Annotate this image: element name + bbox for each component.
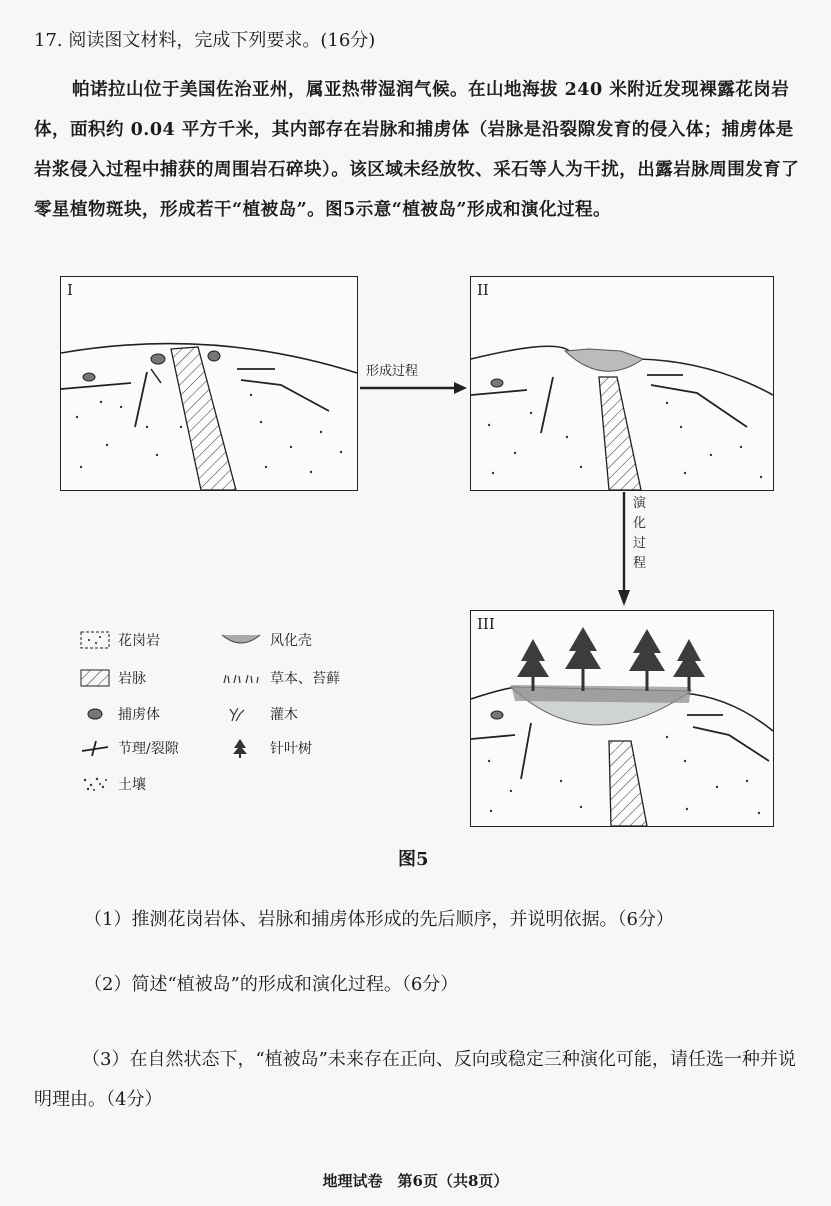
legend-granite bbox=[80, 630, 160, 650]
formation-arrow bbox=[356, 380, 468, 396]
diagram-panel-1 bbox=[60, 276, 358, 491]
legend-xenolith-label: 捕虏体 bbox=[118, 707, 160, 723]
evolution-arrow-label: 演化过程 bbox=[633, 496, 647, 571]
sub-question-2: （2）简述“植被岛”的形成和演化过程。（6分） bbox=[84, 974, 459, 995]
sub-question-1: （1）推测花岗岩体、岩脉和捕虏体形成的先后顺序，并说明依据。（6分） bbox=[84, 909, 674, 930]
legend-herb-label: 草本、苔藓 bbox=[270, 671, 340, 687]
figure-legend bbox=[80, 630, 380, 810]
diagram-panel-3 bbox=[470, 610, 774, 827]
panel-3-label: III bbox=[477, 615, 495, 633]
legend-soil-label: 土壤 bbox=[118, 777, 146, 793]
conifer-trees bbox=[517, 627, 705, 691]
figure-caption: 图5 bbox=[398, 849, 429, 870]
material-paragraph: 帕诺拉山位于美国佐治亚州，属亚热带湿润气候。在山地海拔 240 米附近发现裸露花岗岩体，面积约 0.04 平方千米，其内部存在岩脉和捕虏体（岩脉是沿裂隙发育的侵入体；捕虏体是岩浆侵入过程中捕获的周围岩石碎块）。该区域未经放牧、采石等人为干扰，出露岩脉周围发育了零星植物斑块，形成若干“植被岛”。图5示意“植被岛”形成和演化过程。 bbox=[34, 80, 800, 220]
legend-herb bbox=[220, 668, 340, 688]
legend-weathering-label: 风化壳 bbox=[270, 633, 312, 649]
sub-question-3: （3）在自然状态下，“植被岛”未来存在正向、反向或稳定三种演化可能，请任选一种并说明理由。（4分） bbox=[34, 1049, 796, 1110]
panel-2-drawing bbox=[471, 277, 773, 490]
legend-conifer-label: 针叶树 bbox=[270, 741, 312, 757]
formation-arrow-label: 形成过程 bbox=[366, 364, 419, 379]
evolution-arrow bbox=[616, 490, 632, 608]
question-title: 17. 阅读图文材料，完成下列要求。(16分) bbox=[34, 30, 376, 51]
page-footer: 地理试卷 第6页（共8页） bbox=[322, 1172, 509, 1190]
xenolith-icon bbox=[80, 705, 110, 723]
dike-icon bbox=[80, 669, 110, 687]
diagram-panel-2 bbox=[470, 276, 774, 491]
granite-icon bbox=[80, 631, 110, 649]
legend-shrub-label: 灌木 bbox=[270, 707, 298, 723]
legend-conifer bbox=[220, 738, 312, 758]
legend-dike bbox=[80, 668, 146, 688]
shrub-icon bbox=[220, 705, 262, 723]
soil-icon bbox=[80, 775, 110, 793]
panel-1-drawing bbox=[61, 277, 357, 490]
legend-weathering bbox=[220, 630, 312, 650]
legend-xenolith bbox=[80, 704, 160, 724]
panel-3-drawing bbox=[471, 611, 773, 826]
panel-2-label: II bbox=[477, 281, 489, 299]
legend-soil bbox=[80, 774, 146, 794]
legend-dike-label: 岩脉 bbox=[118, 671, 146, 687]
legend-joint-label: 节理/裂隙 bbox=[118, 741, 179, 757]
legend-granite-label: 花岗岩 bbox=[118, 633, 160, 649]
joint-icon bbox=[80, 739, 110, 757]
panel-1-label: I bbox=[67, 281, 73, 299]
herb-moss-icon bbox=[220, 669, 262, 687]
legend-shrub bbox=[220, 704, 298, 724]
weathering-crust-icon bbox=[220, 631, 262, 649]
legend-joint bbox=[80, 738, 179, 758]
conifer-icon bbox=[220, 738, 262, 758]
